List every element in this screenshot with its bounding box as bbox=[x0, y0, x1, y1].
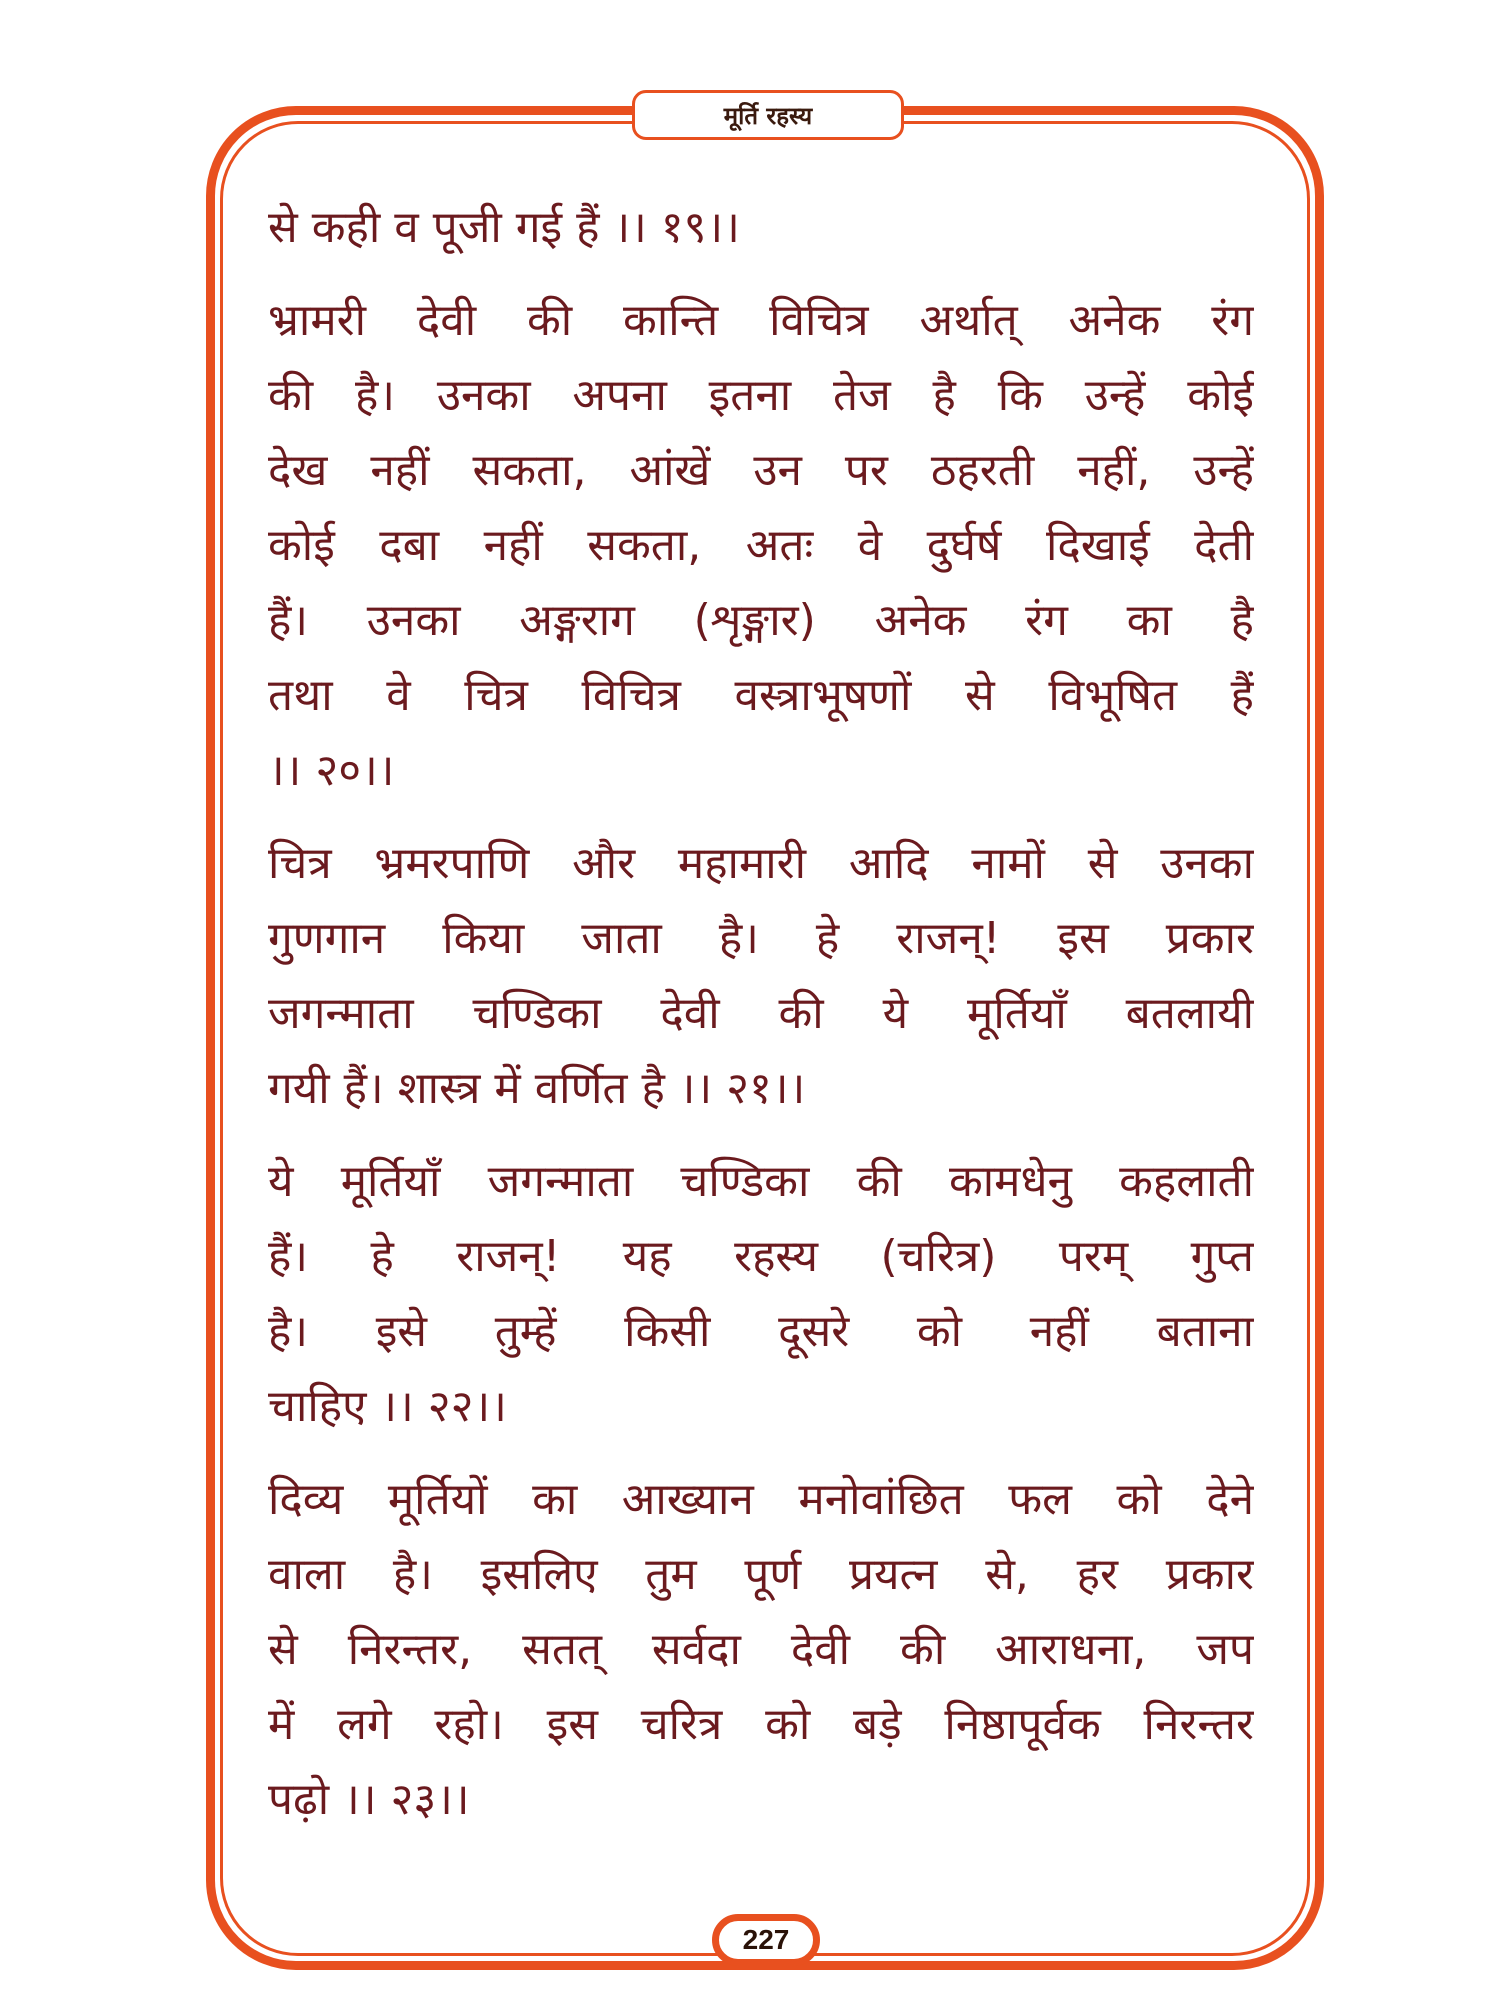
text-line: हैं। उनका अङ्गराग (शृङ्गार) अनेक रंग का है bbox=[268, 595, 1254, 646]
text-line: चित्र भ्रमरपाणि और महामारी आदि नामों से उनका bbox=[268, 838, 1254, 889]
text-line: जगन्माता चण्डिका देवी की ये मूर्तियाँ बतलायी bbox=[268, 988, 1254, 1039]
paragraph-4 bbox=[268, 1144, 1254, 1444]
text-line: वाला है। इसलिए तुम पूर्ण प्रयत्न से, हर प्रकार bbox=[268, 1549, 1254, 1600]
text-line: हैं। हे राजन्! यह रहस्य (चरित्र) परम् गुप्त bbox=[268, 1231, 1254, 1282]
text-line: देख नहीं सकता, आंखें उन पर ठहरती नहीं, उन्हें bbox=[268, 445, 1254, 496]
text-line: भ्रामरी देवी की कान्ति विचित्र अर्थात् अनेक रंग bbox=[268, 295, 1254, 346]
page-body bbox=[268, 190, 1254, 1837]
paragraph-3 bbox=[268, 826, 1254, 1126]
running-header-title: मूर्ति रहस्य bbox=[723, 101, 813, 130]
text-line: दिव्य मूर्तियों का आख्यान मनोवांछित फल को देने bbox=[268, 1474, 1254, 1525]
text-line: ये मूर्तियाँ जगन्माता चण्डिका की कामधेनु कहलाती bbox=[268, 1156, 1254, 1207]
paragraph-2 bbox=[268, 283, 1254, 808]
text-line: की है। उनका अपना इतना तेज है कि उन्हें कोई bbox=[268, 370, 1254, 421]
page-number: 227 bbox=[742, 1924, 790, 1955]
text-line: तथा वे चित्र विचित्र वस्त्राभूषणों से विभूषित हैं bbox=[268, 670, 1254, 721]
paragraph-1 bbox=[268, 190, 1254, 265]
text-line: से निरन्तर, सतत् सर्वदा देवी की आराधना, जप bbox=[268, 1624, 1254, 1675]
text-line: है। इसे तुम्हें किसी दूसरे को नहीं बताना bbox=[268, 1306, 1254, 1357]
page-number-badge bbox=[712, 1914, 820, 1966]
text-line: में लगे रहो। इस चरित्र को बड़े निष्ठापूर्वक निरन्तर bbox=[268, 1699, 1254, 1750]
text-line: ।। २०।। bbox=[268, 745, 395, 796]
paragraph-5 bbox=[268, 1462, 1254, 1837]
text-line: गयी हैं। शास्त्र में वर्णित है ।। २१।। bbox=[268, 1063, 806, 1114]
text-line: चाहिए ।। २२।। bbox=[268, 1381, 507, 1432]
text-line: कोई दबा नहीं सकता, अतः वे दुर्घर्ष दिखाई देती bbox=[268, 520, 1254, 571]
running-header bbox=[632, 90, 904, 140]
text-line: गुणगान किया जाता है। हे राजन्! इस प्रकार bbox=[268, 913, 1254, 964]
text-line: से कही व पूजी गई हैं ।। १९।। bbox=[268, 202, 740, 253]
text-line: पढ़ो ।। २३।। bbox=[268, 1774, 470, 1825]
